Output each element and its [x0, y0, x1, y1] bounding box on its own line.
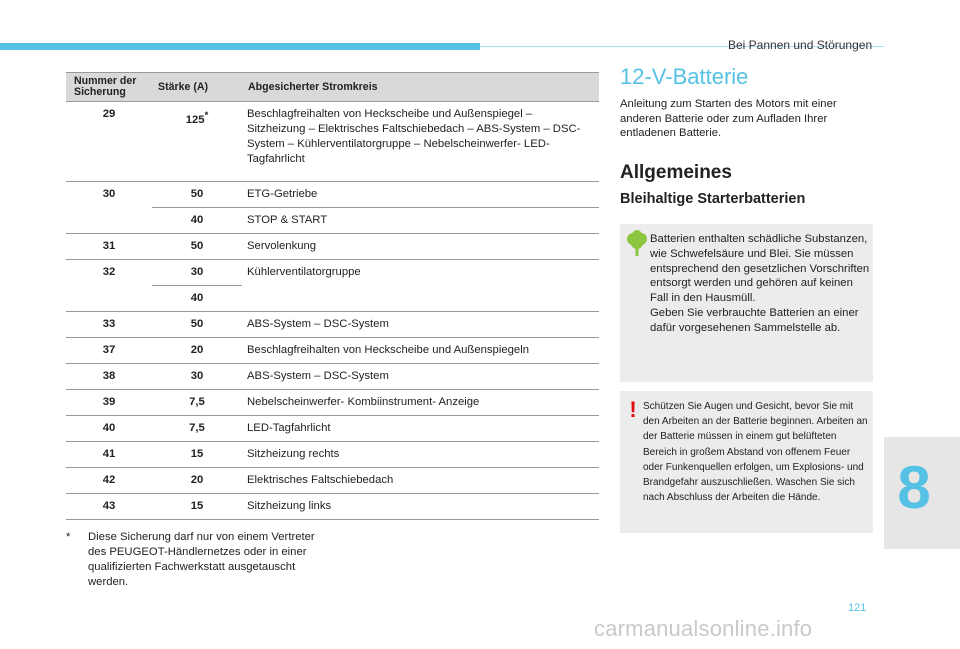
- table-row: [66, 312, 599, 338]
- fuse-number: 31: [66, 234, 152, 260]
- exclamation-icon: !: [629, 397, 637, 422]
- table-row: [66, 182, 599, 208]
- warning-box: [620, 391, 873, 533]
- fuse-circuit: LED-Tagfahrlicht: [242, 416, 599, 442]
- header-accent-bar: [0, 43, 480, 50]
- fuse-circuit: Elektrisches Faltschiebedach: [242, 468, 599, 494]
- tree-icon: [626, 230, 648, 258]
- column-header-fuse-number: Nummer der Sicherung: [66, 73, 152, 102]
- battery-intro: Anleitung zum Starten des Motors mit einer anderen Batterie oder zum Aufladen Ihrer entladenen Batterie.: [620, 98, 837, 139]
- chapter-number: 8: [897, 454, 931, 521]
- table-row: [66, 364, 599, 390]
- table-row: [66, 390, 599, 416]
- page-number: 121: [848, 602, 867, 614]
- fuse-circuit: Beschlagfreihalten von Heckscheibe und Außenspiegel – Sitzheizung – Elektrisches Faltschiebedach – ABS-System – DSC-System – Kühlerventilatorgruppe – Nebelscheinwerfer- LED-Tagfahrlicht: [242, 102, 599, 182]
- fuse-circuit: ETG-Getriebe: [247, 188, 318, 200]
- environment-note-text: [650, 232, 870, 336]
- footnote-text: Diese Sicherung darf nur von einem Vertreter des PEUGEOT-Händlernetzes oder in einer qualifizierten Fachwerkstatt ausgetauscht werden.: [88, 531, 315, 588]
- fuse-amperage: 50: [152, 234, 242, 260]
- footnote-marker: *: [66, 531, 71, 543]
- fuse-number: 40: [66, 416, 152, 442]
- fuse-circuit: Servolenkung: [242, 234, 599, 260]
- fuse-number: 39: [66, 390, 152, 416]
- fuse-number: 43: [66, 494, 152, 520]
- table-row: [66, 234, 599, 260]
- fuse-number: 38: [66, 364, 152, 390]
- fuse-circuit: Kühlerventilatorgruppe: [242, 260, 599, 312]
- fuse-amperage: 40: [152, 208, 242, 234]
- fuse-number: 37: [66, 338, 152, 364]
- fuse-circuit: Nebelscheinwerfer- Kombiinstrument- Anzeige: [242, 390, 599, 416]
- fuse-number: 30: [66, 182, 152, 234]
- table-header-row: [66, 73, 599, 102]
- fuse-number: 32: [66, 260, 152, 312]
- fuse-amperage: 50: [152, 312, 242, 338]
- fuse-circuit: ABS-System – DSC-System: [242, 364, 599, 390]
- fuse-amperage: 15: [152, 494, 242, 520]
- fuse-amperage: 40: [152, 286, 242, 312]
- environment-note-box: [620, 224, 873, 382]
- table-row: [66, 416, 599, 442]
- fuse-amperage: 30: [190, 266, 204, 278]
- heading-general: Allgemeines: [620, 162, 732, 183]
- column-header-circuit: Abgesicherter Stromkreis: [242, 73, 599, 102]
- column-header-amperage: Stärke (A): [152, 73, 242, 102]
- fuse-amperage: 50: [190, 188, 204, 200]
- table-row: [66, 260, 599, 286]
- fuse-number: 29: [66, 102, 152, 182]
- watermark: carmanualsonline.info: [594, 616, 813, 641]
- fuse-number: 41: [66, 442, 152, 468]
- table-row: [66, 442, 599, 468]
- fuse-amperage: 7,5: [152, 390, 242, 416]
- fuse-amperage: 15: [152, 442, 242, 468]
- fuse-table: [66, 72, 599, 520]
- fuse-circuit: Sitzheizung links: [242, 494, 599, 520]
- heading-lead-acid: Bleihaltige Starterbatterien: [620, 191, 806, 207]
- battery-title: 12-V-Batterie: [620, 64, 749, 89]
- fuse-circuit: Sitzheizung rechts: [242, 442, 599, 468]
- fuse-amperage: 20: [152, 338, 242, 364]
- environment-note-paragraph: Batterien enthalten schädliche Substanzen, wie Schwefelsäure und Blei. Sie müssen entsprechend den gesetzlichen Vorschriften entsorgt werden und gehören auf keinen Fall in den Hausmüll.: [650, 233, 870, 305]
- table-row: [66, 494, 599, 520]
- fuse-amperage: 7,5: [152, 416, 242, 442]
- fuse-number: 42: [66, 468, 152, 494]
- footnote: [66, 530, 326, 590]
- fuse-amperage: 20: [152, 468, 242, 494]
- fuse-amperage: 30: [152, 364, 242, 390]
- chapter-tab: [884, 437, 960, 549]
- fuse-number: 33: [66, 312, 152, 338]
- section-title: Bei Pannen und Störungen: [728, 38, 873, 52]
- fuse-amperage: 125*: [152, 102, 242, 182]
- warning-text: Schützen Sie Augen und Gesicht, bevor Sie mit den Arbeiten an der Batterie beginnen. Arbeiten an der Batterie müssen in einem gut belüfteten Bereich in großem Abstand von offenem Feuer oder Funkenquellen erfolgen, um Explosions- und Brandgefahr auszuschließen. Waschen Sie sich nach Abschluss der Arbeiten die Hände.: [643, 401, 868, 504]
- fuse-circuit: Beschlagfreihalten von Heckscheibe und Außenspiegeln: [242, 338, 599, 364]
- environment-note-paragraph: Geben Sie verbrauchte Batterien an einer dafür vorgesehenen Sammelstelle ab.: [650, 306, 859, 334]
- table-row: [66, 338, 599, 364]
- fuse-circuit: ABS-System – DSC-System: [242, 312, 599, 338]
- fuse-circuit: STOP & START: [242, 208, 599, 234]
- table-row: [66, 102, 599, 182]
- footnote-marker: *: [204, 109, 209, 120]
- table-row: [66, 468, 599, 494]
